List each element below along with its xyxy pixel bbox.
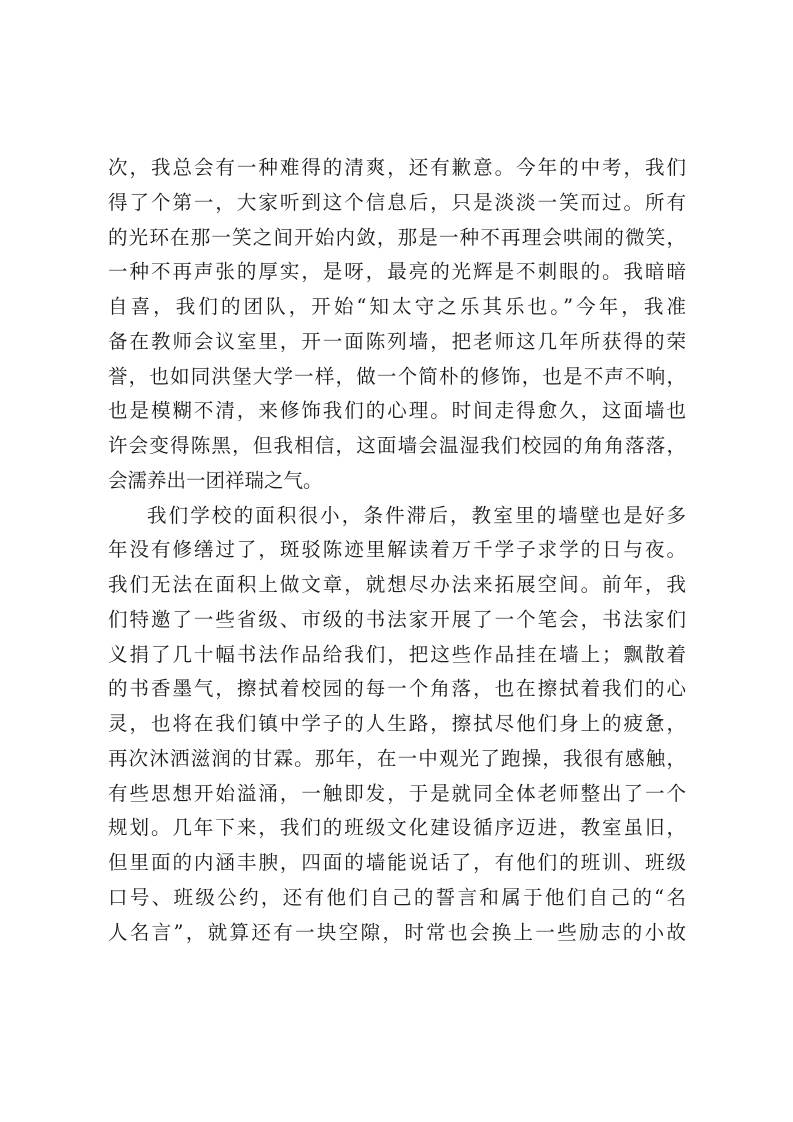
- paragraph-2-line-11: 但里面的内涵丰腴，四面的墙能说话了，有他们的班训、班级: [108, 851, 686, 874]
- paragraph-2-line-1: 我们学校的面积很小，条件滞后，教室里的墙壁也是好多: [147, 503, 686, 527]
- paragraph-2-line-8: 再次沐洒滋润的甘霖。那年，在一中观光了跑操，我很有感触，: [108, 746, 686, 770]
- paragraph-1-line-2: 得了个第一，大家听到这个信息后，只是淡淡一笑而过。所有: [108, 190, 686, 214]
- paragraph-1-line-9: 许会变得陈黑，但我相信，这面墙会温湿我们校园的角角落落，: [108, 434, 686, 457]
- paragraph-2-line-13: 人名言”，就算还有一块空隙，时常也会换上一些励志的小故: [108, 920, 686, 944]
- paragraph-2-line-9: 有些思想开始溢涌，一触即发，于是就同全体老师整出了一个: [108, 781, 686, 805]
- paragraph-2-line-3: 我们无法在面积上做文章，就想尽办法来拓展空间。前年，我: [108, 573, 686, 596]
- paragraph-1-line-5: 自喜，我们的团队，开始“知太守之乐其乐也。”今年，我准: [108, 295, 686, 318]
- paragraph-2-line-6: 的书香墨气，擦拭着校园的每一个角落，也在擦拭着我们的心: [108, 677, 686, 701]
- paragraph-2-line-4: 们特邀了一些省级、市级的书法家开展了一个笔会，书法家们: [108, 607, 686, 631]
- paragraph-1-line-10: 会濡养出一团祥瑞之气。: [108, 468, 323, 492]
- paragraph-2-line-12: 口号、班级公约，还有他们自己的誓言和属于他们自己的“名: [108, 885, 686, 909]
- paragraph-1-line-4: 一种不再声张的厚实，是呀，最亮的光辉是不刺眼的。我暗暗: [108, 260, 686, 284]
- body-text: [108, 151, 686, 950]
- paragraph-1-line-3: 的光环在那一笑之间开始内敛，那是一种不再理会哄闹的微笑，: [108, 225, 686, 249]
- paragraph-2-line-5: 义捐了几十幅书法作品给我们，把这些作品挂在墙上；飘散着: [108, 642, 686, 666]
- paragraph-2-line-10: 规划。几年下来，我们的班级文化建设循序迈进，教室虽旧，: [108, 816, 686, 840]
- paragraph-1-line-8: 也是模糊不清，来修饰我们的心理。时间走得愈久，这面墙也: [108, 399, 686, 423]
- paragraph-1-line-6: 备在教师会议室里，开一面陈列墙，把老师这几年所获得的荣: [108, 329, 686, 353]
- paragraph-1-line-7: 誉，也如同洪堡大学一样，做一个简朴的修饰，也是不声不响，: [108, 364, 686, 388]
- paragraph-2-line-2: 年没有修缮过了，斑驳陈迹里解读着万千学子求学的日与夜。: [108, 538, 686, 562]
- paragraph-2-line-7: 灵，也将在我们镇中学子的人生路，擦拭尽他们身上的疲惫，: [108, 712, 686, 735]
- paragraph-1-line-1: 次，我总会有一种难得的清爽，还有歉意。今年的中考，我们: [108, 156, 686, 179]
